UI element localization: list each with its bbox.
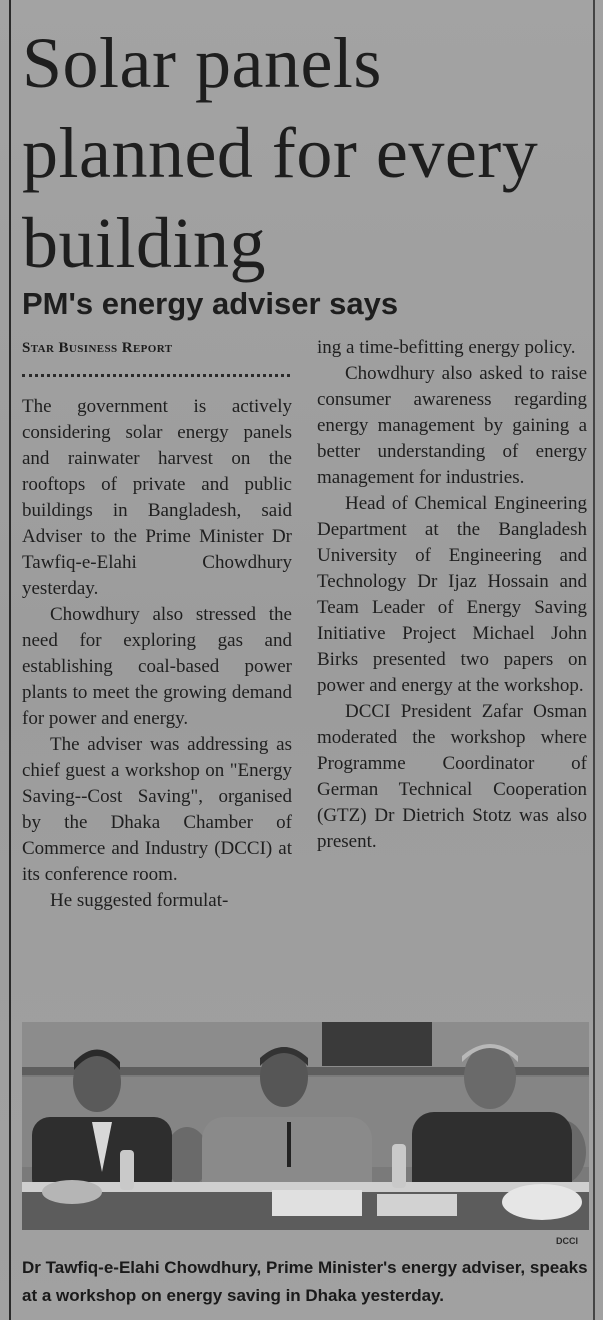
column-rule-left <box>9 0 11 1320</box>
column-rule-right <box>593 0 595 1320</box>
article-column-1 <box>22 394 292 914</box>
paragraph: The adviser was addressing as chief guest a workshop on "Energy Saving--Cost Saving", organised by the Dhaka Chamber of Commerce and Industry (DCCI) at its conference room. <box>22 734 292 885</box>
paragraph: DCCI President Zafar Osman moderated the workshop where Programme Coordinator of German Technical Cooperation (GTZ) Dr Dietrich Stotz was also present. <box>317 701 587 852</box>
byline-divider <box>22 374 290 377</box>
subheadline: PM's energy adviser says <box>22 286 399 321</box>
paragraph: Chowdhury also stressed the need for exploring gas and establishing coal-based power plants to meet the growing demand for power and energy. <box>22 604 292 729</box>
workshop-photo <box>22 1022 589 1230</box>
paragraph: The government is actively considering solar energy panels and rainwater harvest on the rooftops of private and public buildings in Bangladesh, said Adviser to the Prime Minister Dr Tawfiq-e-Elahi Chowdhury yesterday. <box>22 396 292 599</box>
paragraph: Chowdhury also asked to raise consumer awareness regarding energy management by gaining a better understanding of energy management for industries. <box>317 363 587 488</box>
paragraph: Head of Chemical Engineering Department at the Bangladesh University of Engineering and Technology Dr Ijaz Hossain and Team Leader of Energy Saving Initiative Project Michael John Birks presented two papers on power and energy at the workshop. <box>317 493 587 696</box>
paragraph: He suggested formulat- <box>50 890 229 911</box>
photo-caption: Dr Tawfiq-e-Elahi Chowdhury, Prime Minister's energy adviser, speaks at a workshop on energy saving in Dhaka yesterday. <box>22 1258 588 1305</box>
headline: Solar panels planned for every building <box>22 23 539 283</box>
paragraph: ing a time-befitting energy policy. <box>317 337 576 358</box>
byline: Star Business Report <box>22 340 173 356</box>
article-column-2 <box>317 335 587 855</box>
photo-credit: DCCI <box>556 1236 578 1246</box>
